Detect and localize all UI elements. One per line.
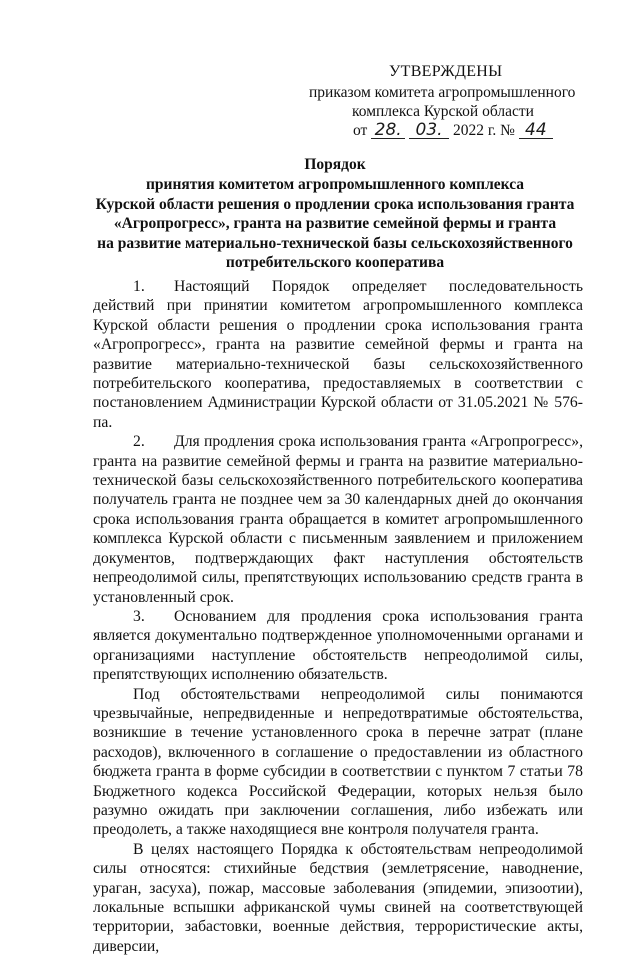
date-prefix: от bbox=[353, 122, 368, 139]
paragraph-text: Настоящий Порядок определяет последовательность действий при принятии комитетом агропромышленного комплекса Курской области решения о продлении срока использования гранта «Агропрогресс», гранта на развитие семейной фермы и гранта на развитие материально-технической базы сельскохозяйственного потребительского кооператива, предоставляемых в соответствии с постановлением Администрации Курской области от 31.05.2021 № 576-па. bbox=[93, 278, 583, 431]
document-heading bbox=[80, 155, 590, 273]
paragraph-text: Для продления срока использования гранта «Агропрогресс», гранта на развитие семейной фермы и гранта на развитие материально-технической базы сельскохозяйственного потребительского кооператива получатель гранта не позднее чем за 30 календарных дней до окончания срока использования гранта обращается в комитет агропромышленного комплекса Курской области с письменным заявлением и приложением документов, подтверждающих факт наступления обстоятельств непреодолимой силы, препятствующих использованию средств гранта в установленный срок. bbox=[93, 433, 583, 606]
handwritten-order-number: 44 bbox=[519, 122, 553, 139]
paragraph-2 bbox=[93, 432, 583, 607]
date-year: 2022 г. № bbox=[452, 122, 515, 139]
heading-line: принятия комитетом агропромышленного комплекса bbox=[145, 176, 525, 193]
paragraph-4 bbox=[93, 685, 583, 840]
paragraph-5 bbox=[93, 840, 583, 956]
heading-line: потребительского кооператива bbox=[225, 254, 445, 271]
heading-line: Курской области решения о продлении срока использования гранта bbox=[95, 195, 575, 213]
paragraph-number: 1. bbox=[133, 278, 145, 295]
paragraph-text: Под обстоятельствами непреодолимой силы понимаются чрезвычайные, непредвиденные и непредотвратимые обстоятельства, возникшие в течение установленного срока в перечне затрат (плане расходов), включенного в соглашение о предоставлении из областного бюджета гранта в форме субсидии в соответствии с пунктом 7 статьи 78 Бюджетного кодекса Российской Федерации, которых нельзя было разумно ожидать при заключении соглашения, либо избежать или преодолеть, а также находящиеся вне контроля получателя гранта. bbox=[93, 685, 583, 839]
paragraph-number: 3. bbox=[133, 607, 145, 625]
heading-title: Порядок bbox=[304, 156, 366, 173]
approval-line-2: комплекса Курской области bbox=[352, 103, 534, 120]
paragraph-text: Основанием для продления срока использования гранта является документально подтвержденное уполномоченными органами и организациями наступление обстоятельств непреодолимой силы, препятствующих исполнению обязательств. bbox=[93, 607, 583, 684]
handwritten-month: 03. bbox=[409, 122, 449, 139]
approval-title: УТВЕРЖДЕНЫ bbox=[389, 63, 503, 80]
paragraph-number: 2. bbox=[133, 433, 145, 451]
document-body bbox=[93, 277, 583, 956]
approval-line-1: приказом комитета агропромышленного bbox=[309, 84, 576, 101]
approval-date-line bbox=[353, 122, 553, 140]
paragraph-3 bbox=[93, 607, 583, 685]
paragraph-text: В целях настоящего Порядка к обстоятельствам непреодолимой силы относятся: стихийные бедствия (землетрясение, наводнение, ураган, засуха), пожар, массовые заболевания (эпидемии, эпизоотии), локальные вспышки африканской чумы свиней на соответствующей территории, забастовки, военные действия, террористические акты, диверсии, bbox=[93, 840, 583, 955]
handwritten-day: 28. bbox=[371, 122, 405, 139]
paragraph-1 bbox=[93, 277, 583, 432]
heading-line: на развитие материально-технической базы сельскохозяйственного bbox=[97, 234, 573, 252]
heading-line: «Агропрогресс», гранта на развитие семейной фермы и гранта bbox=[113, 215, 557, 232]
